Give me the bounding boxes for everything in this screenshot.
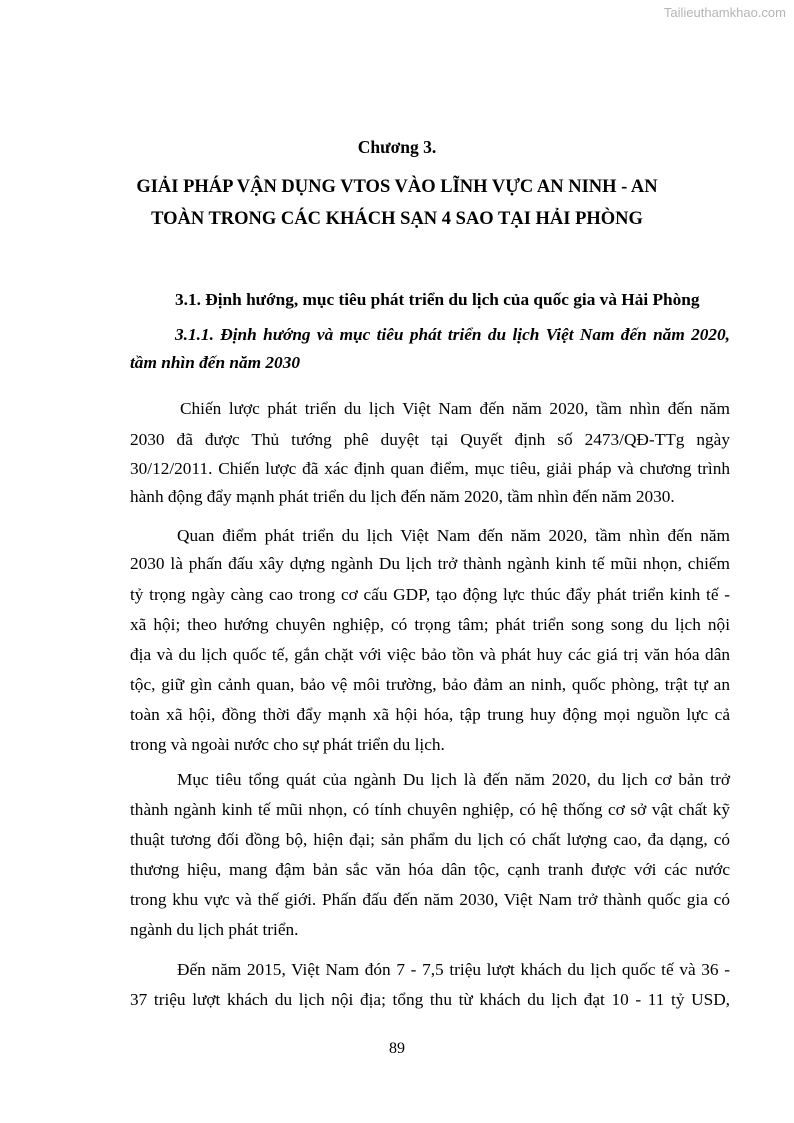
paragraph-2-line: trong và ngoài nước cho sự phát triển du lịch. bbox=[130, 735, 445, 754]
subsection-heading-line-2: tầm nhìn đến năm 2030 bbox=[130, 353, 300, 372]
paragraph-2-line: 2030 là phấn đấu xây dựng ngành Du lịch trở thành ngành kinh tế mũi nhọn, chiếm bbox=[130, 554, 730, 573]
paragraph-3-line: thuật tương đối đồng bộ, hiện đại; sản phẩm du lịch có chất lượng cao, đa dạng, có bbox=[130, 830, 730, 849]
page-number: 89 bbox=[389, 1040, 405, 1057]
paragraph-4-line: Đến năm 2015, Việt Nam đón 7 - 7,5 triệu lượt khách du lịch quốc tế và 36 - bbox=[177, 960, 730, 979]
watermark: Tailieuthamkhao.com bbox=[663, 5, 786, 20]
paragraph-2-line: xã hội; theo hướng chuyên nghiệp, có trọng tâm; phát triển song song du lịch nội bbox=[130, 615, 730, 634]
paragraph-2-line: toàn xã hội, đồng thời đẩy mạnh xã hội hóa, tập trung huy động mọi nguồn lực cả bbox=[130, 705, 730, 724]
chapter-title-line-1: GIẢI PHÁP VẬN DỤNG VTOS VÀO LĨNH VỰC AN NINH - AN bbox=[136, 177, 658, 197]
paragraph-1-line: 2030 đã được Thủ tướng phê duyệt tại Quyết định số 2473/QĐ-TTg ngày bbox=[130, 430, 730, 449]
paragraph-1-line: hành động đẩy mạnh phát triển du lịch đến năm 2020, tầm nhìn đến năm 2030. bbox=[130, 487, 675, 506]
paragraph-3-line: Mục tiêu tổng quát của ngành Du lịch là đến năm 2020, du lịch cơ bản trở bbox=[177, 770, 730, 789]
section-heading: 3.1. Định hướng, mục tiêu phát triển du lịch của quốc gia và Hải Phòng bbox=[175, 290, 700, 309]
paragraph-3-line: trong khu vực và thế giới. Phấn đấu đến năm 2030, Việt Nam trở thành quốc gia có bbox=[130, 890, 730, 909]
chapter-label: Chương 3. bbox=[357, 137, 437, 157]
paragraph-3-line: ngành du lịch phát triển. bbox=[130, 920, 299, 939]
paragraph-2-line: Quan điểm phát triển du lịch Việt Nam đến năm 2020, tầm nhìn đến năm bbox=[177, 526, 730, 545]
paragraph-2-line: tộc, giữ gìn cảnh quan, bảo vệ môi trường, bảo đảm an ninh, quốc phòng, trật tự an bbox=[130, 675, 730, 694]
paragraph-4-line: 37 triệu lượt khách du lịch nội địa; tổng thu từ khách du lịch đạt 10 - 11 tỷ USD, bbox=[130, 990, 730, 1009]
paragraph-1-line: 30/12/2011. Chiến lược đã xác định quan điểm, mục tiêu, giải pháp và chương trình bbox=[130, 459, 730, 478]
paragraph-2-line: tỷ trọng ngày càng cao trong cơ cấu GDP, tạo động lực thúc đẩy phát triển kinh tế - bbox=[130, 585, 730, 604]
paragraph-2-line: địa và du lịch quốc tế, gắn chặt với việc bảo tồn và phát huy các giá trị văn hóa dân bbox=[130, 645, 730, 664]
paragraph-3-line: thương hiệu, mang đậm bản sắc văn hóa dân tộc, cạnh tranh được với các nước bbox=[130, 860, 730, 879]
paragraph-3-line: thành ngành kinh tế mũi nhọn, có tính chuyên nghiệp, có hệ thống cơ sở vật chất kỹ bbox=[130, 800, 730, 819]
subsection-heading-line-1: 3.1.1. Định hướng và mục tiêu phát triển du lịch Việt Nam đến năm 2020, bbox=[175, 325, 730, 344]
chapter-title-line-2: TOÀN TRONG CÁC KHÁCH SẠN 4 SAO TẠI HẢI PHÒNG bbox=[151, 209, 643, 229]
paragraph-1-line: Chiến lược phát triển du lịch Việt Nam đến năm 2020, tầm nhìn đến năm bbox=[180, 399, 730, 418]
